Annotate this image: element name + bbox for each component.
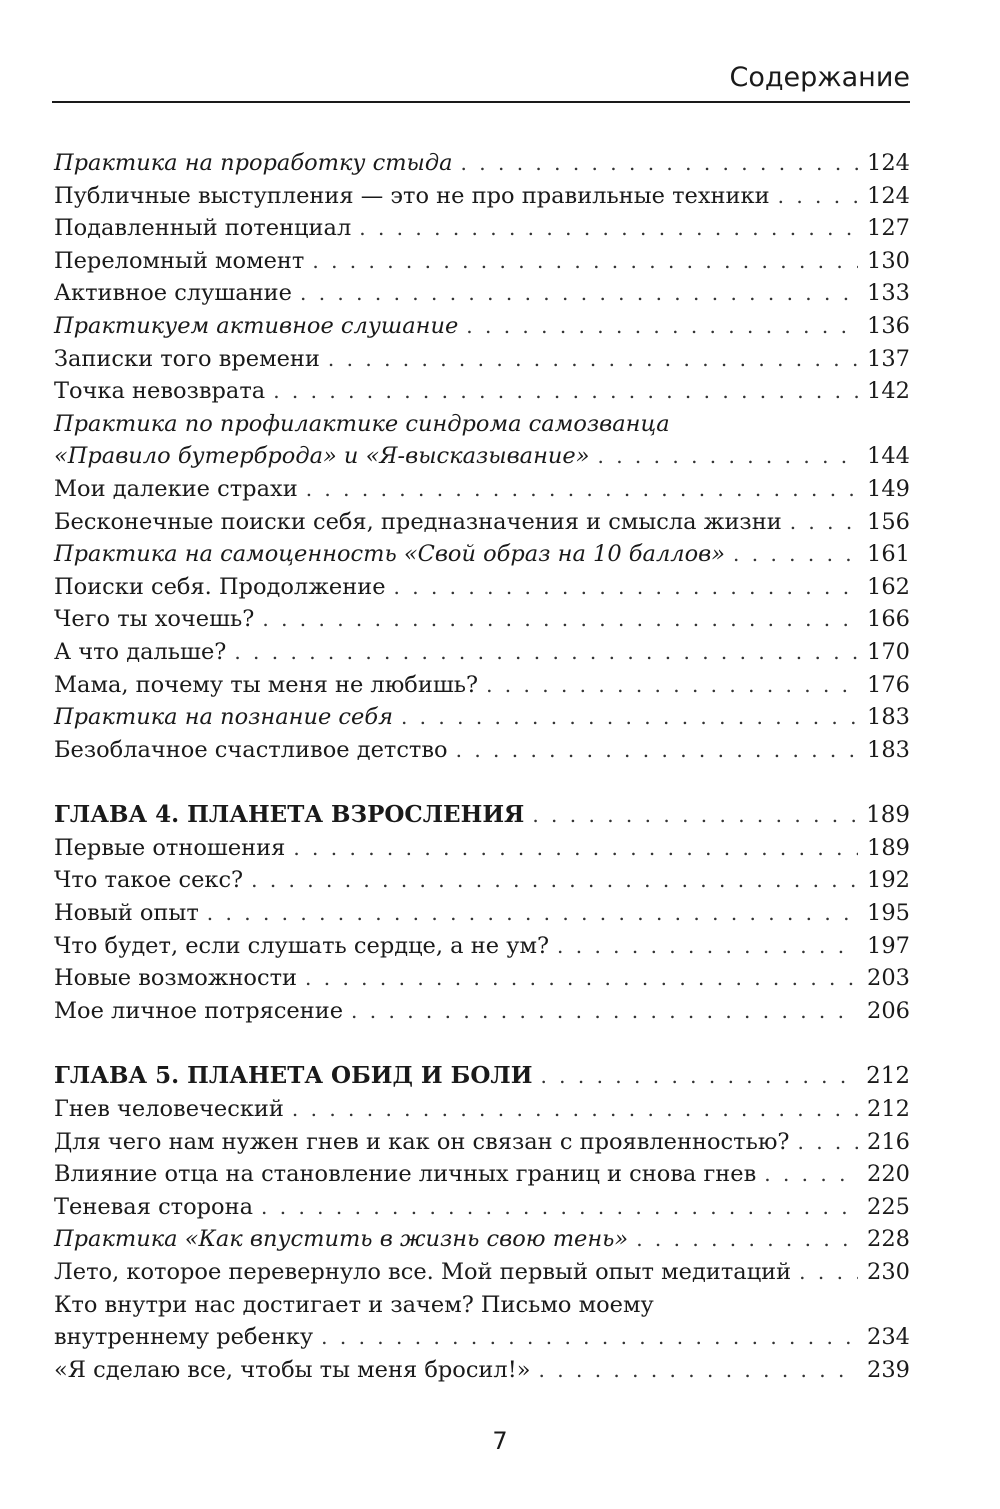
toc-entry-title: Лето, которое перевернуло все. Мой первый опыт медитаций — [54, 1259, 792, 1285]
toc-entry-page: 183 — [867, 704, 910, 731]
toc-entry-title: Кто внутри нас достигает и зачем? Письмо моему — [54, 1291, 654, 1318]
toc-entry — [54, 180, 910, 213]
toc-entry — [54, 1256, 910, 1289]
toc-entry-title: Практика «Как впустить в жизнь свою тень» — [54, 1226, 629, 1253]
toc-entry — [54, 930, 910, 963]
toc-entry-title: Практика по профилактике синдрома самозванца — [54, 410, 670, 437]
toc-entry — [54, 962, 910, 995]
toc-entry-page: 189 — [866, 802, 910, 829]
page-number: 7 — [492, 1427, 508, 1455]
toc-entry-page: 189 — [867, 834, 910, 861]
dot-leader — [207, 897, 858, 930]
toc-entry-page: 161 — [867, 541, 910, 568]
dot-leader — [532, 799, 858, 832]
toc-entry-title: Практика на самоценность «Свой образ на 10 баллов» — [54, 541, 726, 568]
toc-entry — [54, 864, 910, 897]
toc-entry — [54, 212, 910, 245]
toc-entry — [54, 1289, 910, 1322]
toc-entry — [54, 832, 910, 865]
toc-entry — [54, 147, 910, 180]
toc-entry-page: 170 — [867, 638, 910, 665]
dot-leader — [540, 1060, 858, 1093]
toc-entry — [54, 571, 910, 604]
toc-entry-page: 192 — [867, 867, 910, 894]
dot-leader — [733, 538, 858, 571]
toc-entry — [54, 1093, 910, 1126]
dot-leader — [234, 636, 858, 669]
toc-entry-page: 234 — [867, 1324, 910, 1351]
toc-entry-title: Влияние отца на становление личных границ и снова гнев — [54, 1161, 757, 1188]
running-head: Содержание — [729, 62, 910, 93]
toc-entry-title: Теневая сторона — [54, 1193, 254, 1220]
toc-entry-title: Мое личное потрясение — [54, 997, 344, 1024]
toc-entry — [54, 734, 910, 767]
toc-entry-page: 137 — [867, 345, 910, 372]
toc-entry — [54, 375, 910, 408]
toc-entry-title: Переломный момент — [54, 247, 305, 274]
toc-entry-page: 124 — [867, 150, 910, 176]
toc-entry-page: 225 — [867, 1193, 910, 1220]
toc-entry-page: 239 — [867, 1356, 910, 1383]
toc-entry-page: 162 — [867, 573, 910, 600]
toc-entry-title: А что дальше? — [54, 638, 227, 665]
dot-leader — [351, 995, 858, 1028]
toc-entry-page: 127 — [867, 215, 910, 242]
toc-entry-page: 195 — [867, 900, 910, 927]
toc-entry-page: 156 — [867, 508, 910, 535]
dot-leader — [790, 506, 858, 539]
dot-leader — [778, 180, 858, 213]
dot-leader — [306, 473, 858, 506]
toc-entry — [54, 310, 910, 343]
toc-entry — [54, 277, 910, 310]
toc-entry-page: 124 — [867, 182, 910, 209]
toc-entry — [54, 1354, 910, 1387]
dot-leader — [764, 1158, 858, 1191]
toc-entry-title: «Правило бутерброда» и «Я-высказывание» — [54, 443, 590, 470]
toc-chapter-heading — [54, 1060, 910, 1093]
dot-leader — [797, 1126, 858, 1159]
toc-entry-title: Что такое секс? — [54, 867, 244, 894]
dot-leader — [292, 1093, 858, 1126]
toc-entry-page: 176 — [867, 671, 910, 698]
toc-entry-title: «Я сделаю все, чтобы ты меня бросил!» — [54, 1356, 531, 1383]
toc-entry-page: 220 — [867, 1161, 910, 1188]
toc-entry — [54, 897, 910, 930]
header-rule — [52, 101, 910, 103]
toc-entry-page: 130 — [867, 247, 910, 274]
toc-entry-title: Практика на познание себя — [54, 704, 393, 731]
toc-entry-title: Первые отношения — [54, 834, 286, 861]
dot-leader — [328, 343, 858, 376]
toc-entry-title: Практикуем активное слушание — [54, 312, 459, 339]
dot-leader — [300, 277, 858, 310]
toc-entry-page: 166 — [867, 606, 910, 633]
toc-entry-page: 149 — [867, 475, 910, 502]
toc-entry-page: 212 — [866, 1063, 910, 1090]
toc-entry-title: Публичные выступления — это не про правильные техники — [54, 182, 770, 209]
dot-leader — [456, 734, 858, 767]
toc-entry — [54, 473, 910, 506]
toc-entry-title: ГЛАВА 4. ПЛАНЕТА ВЗРОСЛЕНИЯ — [54, 801, 525, 829]
toc-entry — [54, 440, 910, 473]
toc-entry-title: Безоблачное счастливое детство — [54, 736, 448, 763]
toc-entry-title: Записки того времени — [54, 345, 320, 372]
dot-leader — [466, 310, 858, 343]
dot-leader — [262, 603, 858, 636]
toc-entry — [54, 1191, 910, 1224]
toc-entry-page: 142 — [867, 378, 910, 405]
dot-leader — [293, 832, 858, 865]
toc-entry — [54, 408, 910, 441]
toc-entry — [54, 343, 910, 376]
toc-entry-title: Точка невозврата — [54, 378, 266, 405]
toc-entry-title: Мои далекие страхи — [54, 475, 298, 502]
toc-entry — [54, 1158, 910, 1191]
toc-entry-title: Активное слушание — [54, 280, 292, 307]
toc-entry-page: 212 — [867, 1096, 910, 1123]
toc-entry — [54, 669, 910, 702]
table-of-contents — [54, 147, 910, 1386]
toc-entry — [54, 538, 910, 571]
toc-entry-title: Практика на проработку стыда — [54, 150, 453, 176]
dot-leader — [598, 440, 859, 473]
dot-leader — [312, 245, 858, 278]
dot-leader — [486, 669, 858, 702]
toc-entry-title: Бесконечные поиски себя, предназначения и смысла жизни — [54, 508, 782, 535]
dot-leader — [461, 147, 858, 180]
toc-entry-page: 206 — [867, 997, 910, 1024]
toc-entry — [54, 1126, 910, 1159]
toc-entry-title: Подавленный потенциал — [54, 215, 352, 242]
dot-leader — [557, 930, 858, 963]
toc-entry — [54, 245, 910, 278]
toc-entry-title: Гнев человеческий — [54, 1096, 284, 1123]
toc-entry-page: 197 — [867, 932, 910, 959]
dot-leader — [321, 1321, 858, 1354]
toc-entry — [54, 1321, 910, 1354]
toc-entry-page: 203 — [867, 965, 910, 992]
dot-leader — [261, 1191, 858, 1224]
toc-entry-title: Чего ты хочешь? — [54, 606, 255, 633]
toc-entry — [54, 1223, 910, 1256]
toc-entry-page: 144 — [867, 443, 910, 470]
toc-entry-title: Новые возможности — [54, 965, 298, 992]
toc-entry-page: 133 — [867, 280, 910, 307]
dot-leader — [394, 571, 858, 604]
toc-entry — [54, 995, 910, 1028]
toc-entry-title: Поиски себя. Продолжение — [54, 573, 386, 600]
toc-entry-page: 228 — [867, 1226, 910, 1253]
toc-entry-page: 183 — [867, 736, 910, 763]
dot-leader — [305, 962, 858, 995]
toc-chapter-heading — [54, 799, 910, 832]
toc-entry-title: Мама, почему ты меня не любишь? — [54, 671, 479, 698]
toc-entry-title: Новый опыт — [54, 900, 199, 927]
toc-entry-page: 136 — [867, 312, 910, 339]
toc-entry — [54, 636, 910, 669]
dot-leader — [251, 864, 858, 897]
toc-entry-page: 230 — [867, 1259, 910, 1285]
toc-entry — [54, 506, 910, 539]
dot-leader — [799, 1256, 858, 1289]
toc-entry-page: 216 — [867, 1128, 910, 1155]
toc-entry — [54, 701, 910, 734]
toc-entry-title: ГЛАВА 5. ПЛАНЕТА ОБИД И БОЛИ — [54, 1062, 533, 1090]
toc-entry-title: Что будет, если слушать сердце, а не ум? — [54, 932, 550, 959]
dot-leader — [539, 1354, 858, 1387]
toc-entry-title: Для чего нам нужен гнев и как он связан с проявленностью? — [54, 1128, 790, 1155]
dot-leader — [359, 212, 858, 245]
dot-leader — [273, 375, 858, 408]
dot-leader — [401, 701, 858, 734]
toc-entry-title: внутреннему ребенку — [54, 1324, 314, 1351]
toc-entry — [54, 603, 910, 636]
dot-leader — [636, 1223, 858, 1256]
